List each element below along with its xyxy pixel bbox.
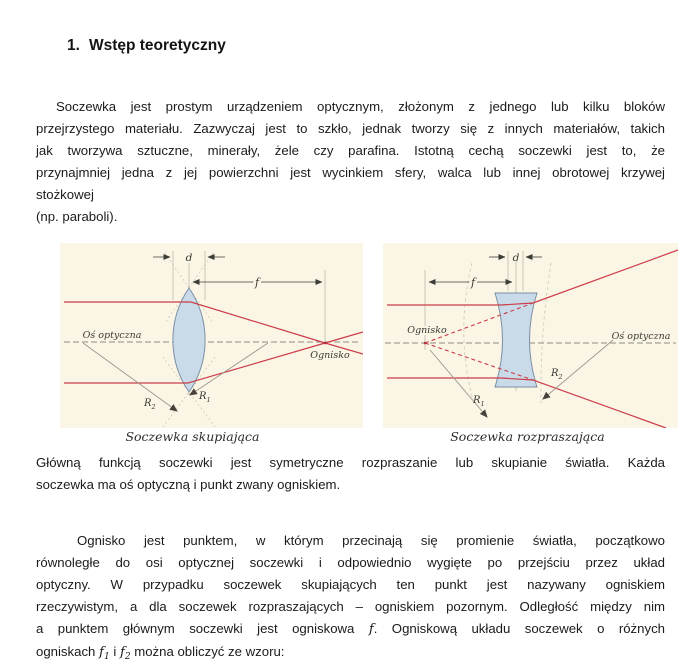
label-r1: $R_1$ [473, 395, 485, 408]
label-d: d [185, 252, 193, 264]
text-run: jak tworzywa sztuczne, minerały, żele czy parafina. Istotną cechą soczewki jest to, że [36, 143, 665, 158]
virtual-focus-point [424, 342, 427, 345]
label-r2: $R_2$ [551, 368, 563, 381]
label-r1: $R_1$ [199, 391, 211, 404]
text-run: soczewka ma oś optyczną i punkt zwany ogniskiem. [36, 477, 341, 492]
caption-converging-lens: Soczewka skupiająca [125, 429, 260, 444]
text-line [36, 162, 665, 184]
text-run: . Ogniskową układu soczewek o różnych [373, 621, 666, 636]
text-run: ogniskach [36, 644, 100, 659]
text-line [36, 206, 665, 228]
caption-diverging-lens: Soczewka rozpraszająca [450, 429, 605, 444]
text-line [36, 96, 665, 118]
text-run: można obliczyć ze wzoru: [130, 644, 285, 659]
text-run: 1 [103, 652, 110, 662]
text-run: Główną funkcją soczewki jest symetryczne rozpraszanie lub skupianie światła. Każda [36, 455, 665, 470]
label-f: f [254, 276, 260, 289]
text-run: rzeczywistym, a dla soczewek rozpraszających – ogniskiem pozornym. Odległość między nim [36, 599, 665, 614]
text-run: i [109, 644, 120, 659]
label-focus: Ognisko [407, 325, 447, 336]
text-line [36, 530, 665, 552]
text-run: stożkowej [36, 187, 94, 202]
heading-text: Wstęp teoretyczny [88, 37, 226, 54]
label-optical-axis: Oś optyczna [82, 330, 142, 341]
text-run: f [368, 622, 374, 637]
text-run: 2 [124, 652, 131, 662]
text-line [36, 596, 665, 618]
text-line [36, 641, 665, 666]
text-run: f [99, 645, 104, 660]
focus-point [324, 342, 327, 345]
text-line [36, 452, 665, 474]
label-r2: $R_2$ [144, 398, 156, 411]
paragraph-intro [36, 96, 665, 228]
text-run: Ognisko jest punktem, w którym przecinają się promienie światła, początkowo [77, 533, 665, 548]
figure-diverging-lens [383, 243, 678, 428]
paragraph-lens-function [36, 452, 665, 496]
text-line [36, 574, 665, 596]
text-run: Soczewka jest prostym urządzeniem optycznym, złożonym z jednego lub kilku bloków [56, 99, 665, 114]
label-optical-axis: Oś optyczna [611, 331, 671, 342]
heading-number: 1. [67, 37, 80, 54]
text-run: optyczny. W przypadku soczewek skupiających ten punkt jest nazywany ogniskiem [36, 577, 665, 592]
text-line [36, 552, 665, 574]
paragraph-focus-definition [36, 530, 665, 666]
section-heading [67, 37, 226, 55]
text-line [36, 474, 665, 496]
label-f: f [470, 276, 476, 289]
text-run: a punktem głównym soczewki jest ogniskowa [36, 621, 369, 636]
text-run: (np. paraboli). [36, 209, 118, 224]
text-run: równoległe do osi optycznej soczewki i odpowiednio wygięte po przejściu przez układ [36, 555, 665, 570]
figure-converging-lens [60, 243, 363, 428]
text-line [36, 118, 665, 140]
text-run: f [119, 645, 125, 660]
label-focus: Ognisko [310, 350, 350, 361]
text-run: przejrzystego materiału. Zazwyczaj jest to szkło, jednak tworzy się z innych materiałów, takich [36, 121, 665, 136]
text-line [36, 184, 665, 206]
text-line [36, 140, 665, 162]
text-run: przynajmniej jedna z jej powierzchni jest wycinkiem sfery, walca lub innej obrotowej krzywej [36, 165, 665, 180]
label-d: d [512, 252, 520, 264]
text-line [36, 618, 665, 641]
